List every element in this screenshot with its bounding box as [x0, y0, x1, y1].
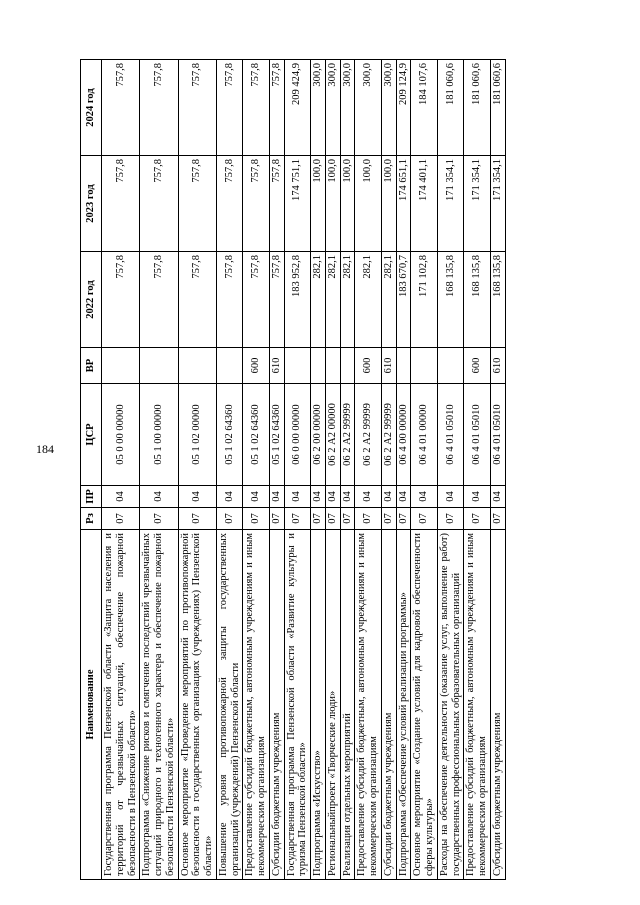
cell-pr: 04 — [243, 486, 270, 508]
table-row — [325, 60, 340, 880]
table-row — [437, 60, 464, 880]
cell-pr: 04 — [311, 486, 326, 508]
cell-2022: 757,8 — [178, 252, 216, 348]
cell-csr: 06 2 А2 00000 — [325, 384, 340, 486]
header-pr: ПР — [81, 486, 102, 508]
header-row — [81, 60, 102, 880]
cell-2024: 181 060,6 — [437, 60, 464, 156]
cell-2024: 757,8 — [216, 60, 243, 156]
table-row — [269, 60, 284, 880]
cell-2023: 171 354,1 — [490, 156, 505, 252]
table-row — [355, 60, 382, 880]
budget-table — [80, 59, 506, 880]
cell-name: Реализация отдельных мероприятий — [340, 530, 355, 880]
cell-pr: 04 — [381, 486, 396, 508]
cell-name: Предоставление субсидий бюджетным, автономным учреждениям и иным некоммерческим организациям — [243, 530, 270, 880]
cell-vr: 600 — [243, 348, 270, 384]
header-2022: 2022 год — [81, 252, 102, 348]
cell-2022: 171 102,8 — [411, 252, 438, 348]
table-row — [178, 60, 216, 880]
cell-2024: 181 060,6 — [490, 60, 505, 156]
cell-2023: 100,0 — [311, 156, 326, 252]
cell-name: Государственная программа Пензенской области «Развитие культуры и туризма Пензенской области» — [284, 530, 311, 880]
cell-2023: 757,8 — [178, 156, 216, 252]
cell-2024: 300,0 — [340, 60, 355, 156]
cell-pr: 04 — [325, 486, 340, 508]
cell-2023: 757,8 — [216, 156, 243, 252]
cell-rz: 07 — [325, 508, 340, 530]
cell-pr: 04 — [102, 486, 140, 508]
cell-name: Основное мероприятие «Создание условий для кадровой обеспеченности сферы культуры» — [411, 530, 438, 880]
cell-name: Субсидии бюджетным учреждениям — [490, 530, 505, 880]
cell-2024: 300,0 — [325, 60, 340, 156]
cell-2023: 757,8 — [243, 156, 270, 252]
cell-2024: 757,8 — [243, 60, 270, 156]
cell-vr — [311, 348, 326, 384]
cell-2023: 757,8 — [140, 156, 178, 252]
cell-pr: 04 — [178, 486, 216, 508]
table-row — [340, 60, 355, 880]
cell-rz: 07 — [140, 508, 178, 530]
cell-name: Подпрограмма «Обеспечение условий реализации программы» — [396, 530, 411, 880]
cell-2022: 757,8 — [216, 252, 243, 348]
cell-name: Основное мероприятие «Проведение мероприятий по противопожарной безопасности в государственных организациях (учреждениях) Пензенской области» — [178, 530, 216, 880]
table-row — [396, 60, 411, 880]
cell-2022: 757,8 — [269, 252, 284, 348]
cell-csr: 05 1 02 64360 — [243, 384, 270, 486]
cell-name: Субсидии бюджетным учреждениям — [381, 530, 396, 880]
cell-csr: 05 1 00 00000 — [140, 384, 178, 486]
cell-2024: 757,8 — [102, 60, 140, 156]
cell-2023: 174 401,1 — [411, 156, 438, 252]
cell-2023: 100,0 — [381, 156, 396, 252]
table-body — [102, 60, 506, 880]
cell-2022: 282,1 — [340, 252, 355, 348]
cell-rz: 07 — [284, 508, 311, 530]
cell-vr — [325, 348, 340, 384]
table-row — [490, 60, 505, 880]
cell-name: Региональныйпроект «Творческие люди» — [325, 530, 340, 880]
table-row — [381, 60, 396, 880]
cell-2022: 282,1 — [325, 252, 340, 348]
cell-pr: 04 — [490, 486, 505, 508]
cell-name: Субсидии бюджетным учреждениям — [269, 530, 284, 880]
cell-2022: 757,8 — [102, 252, 140, 348]
cell-rz: 07 — [464, 508, 491, 530]
cell-vr — [411, 348, 438, 384]
cell-name: Государственная программа Пензенской области «Защита населения и территорий от чрезвычайных ситуаций, обеспечение пожарной безопасности в Пензенской области» — [102, 530, 140, 880]
cell-name: Повышение уровня противопожарной защиты государственных организаций (учреждений) Пензенской области — [216, 530, 243, 880]
cell-2024: 209 124,9 — [396, 60, 411, 156]
cell-vr: 610 — [381, 348, 396, 384]
cell-2024: 300,0 — [311, 60, 326, 156]
cell-vr: 600 — [355, 348, 382, 384]
cell-name: Подпрограмма «Снижение рисков и смягчение последствий чрезвычайных ситуаций природного и техногенного характера и обеспечение пожарной безопасности Пензенской области» — [140, 530, 178, 880]
cell-rz: 07 — [490, 508, 505, 530]
cell-vr — [396, 348, 411, 384]
cell-csr: 06 4 01 05010 — [490, 384, 505, 486]
cell-2022: 282,1 — [355, 252, 382, 348]
cell-rz: 07 — [216, 508, 243, 530]
cell-2024: 757,8 — [178, 60, 216, 156]
cell-name: Подпрограмма «Искусство» — [311, 530, 326, 880]
cell-2023: 100,0 — [340, 156, 355, 252]
table-row — [411, 60, 438, 880]
cell-vr — [102, 348, 140, 384]
cell-2023: 100,0 — [325, 156, 340, 252]
cell-pr: 04 — [355, 486, 382, 508]
cell-pr: 04 — [284, 486, 311, 508]
table-row — [284, 60, 311, 880]
cell-name: Расходы на обеспечение деятельности (оказание услуг, выполнение работ) государственных профессиональных образовательных организаций — [437, 530, 464, 880]
cell-2024: 757,8 — [140, 60, 178, 156]
cell-2024: 300,0 — [355, 60, 382, 156]
table-row — [216, 60, 243, 880]
cell-name: Предоставление субсидий бюджетным, автономным учреждениям и иным некоммерческим организациям — [355, 530, 382, 880]
cell-rz: 07 — [437, 508, 464, 530]
cell-vr — [284, 348, 311, 384]
cell-2023: 171 354,1 — [437, 156, 464, 252]
header-vr: ВР — [81, 348, 102, 384]
cell-csr: 06 0 00 00000 — [284, 384, 311, 486]
cell-2024: 181 060,6 — [464, 60, 491, 156]
cell-pr: 04 — [464, 486, 491, 508]
cell-pr: 04 — [269, 486, 284, 508]
cell-2023: 757,8 — [269, 156, 284, 252]
cell-pr: 04 — [340, 486, 355, 508]
cell-csr: 06 4 01 05010 — [437, 384, 464, 486]
table-row — [102, 60, 140, 880]
header-2024: 2024 год — [81, 60, 102, 156]
cell-pr: 04 — [437, 486, 464, 508]
cell-2022: 757,8 — [243, 252, 270, 348]
cell-rz: 07 — [178, 508, 216, 530]
page-number: 184 — [36, 442, 54, 456]
cell-rz: 07 — [340, 508, 355, 530]
cell-2022: 757,8 — [140, 252, 178, 348]
cell-2024: 184 107,6 — [411, 60, 438, 156]
cell-2023: 171 354,1 — [464, 156, 491, 252]
cell-csr: 06 4 00 00000 — [396, 384, 411, 486]
table-row — [140, 60, 178, 880]
cell-csr: 05 1 02 64360 — [216, 384, 243, 486]
cell-2022: 282,1 — [381, 252, 396, 348]
cell-csr: 06 2 00 00000 — [311, 384, 326, 486]
table-row — [243, 60, 270, 880]
cell-pr: 04 — [216, 486, 243, 508]
cell-2022: 282,1 — [311, 252, 326, 348]
cell-2023: 174 751,1 — [284, 156, 311, 252]
cell-csr: 06 2 А2 99999 — [355, 384, 382, 486]
cell-pr: 04 — [396, 486, 411, 508]
cell-name: Предоставление субсидий бюджетным, автономным учреждениям и иным некоммерческим организациям — [464, 530, 491, 880]
cell-rz: 07 — [243, 508, 270, 530]
header-rz: Рз — [81, 508, 102, 530]
cell-pr: 04 — [140, 486, 178, 508]
cell-2024: 209 424,9 — [284, 60, 311, 156]
cell-rz: 07 — [381, 508, 396, 530]
cell-2023: 174 651,1 — [396, 156, 411, 252]
header-name: Наименование — [81, 530, 102, 880]
header-csr: ЦСР — [81, 384, 102, 486]
cell-vr — [178, 348, 216, 384]
cell-2024: 300,0 — [381, 60, 396, 156]
cell-csr: 06 4 01 00000 — [411, 384, 438, 486]
cell-vr: 610 — [490, 348, 505, 384]
rotated-page-content — [80, 60, 620, 880]
cell-csr: 06 4 01 05010 — [464, 384, 491, 486]
cell-csr: 05 1 02 00000 — [178, 384, 216, 486]
cell-2023: 757,8 — [102, 156, 140, 252]
cell-csr: 05 0 00 00000 — [102, 384, 140, 486]
cell-2022: 168 135,8 — [464, 252, 491, 348]
cell-pr: 04 — [411, 486, 438, 508]
table-row — [311, 60, 326, 880]
cell-2022: 168 135,8 — [437, 252, 464, 348]
cell-2024: 757,8 — [269, 60, 284, 156]
cell-rz: 07 — [355, 508, 382, 530]
cell-vr — [340, 348, 355, 384]
cell-vr: 600 — [464, 348, 491, 384]
cell-csr: 06 2 А2 99999 — [381, 384, 396, 486]
cell-rz: 07 — [269, 508, 284, 530]
cell-2023: 100,0 — [355, 156, 382, 252]
cell-rz: 07 — [396, 508, 411, 530]
table-row — [464, 60, 491, 880]
cell-rz: 07 — [102, 508, 140, 530]
cell-csr: 06 2 А2 99999 — [340, 384, 355, 486]
cell-vr — [140, 348, 178, 384]
cell-rz: 07 — [411, 508, 438, 530]
cell-rz: 07 — [311, 508, 326, 530]
cell-2022: 183 670,7 — [396, 252, 411, 348]
cell-csr: 05 1 02 64360 — [269, 384, 284, 486]
header-2023: 2023 год — [81, 156, 102, 252]
cell-vr: 610 — [269, 348, 284, 384]
cell-vr — [216, 348, 243, 384]
cell-2022: 168 135,8 — [490, 252, 505, 348]
cell-2022: 183 952,8 — [284, 252, 311, 348]
cell-vr — [437, 348, 464, 384]
